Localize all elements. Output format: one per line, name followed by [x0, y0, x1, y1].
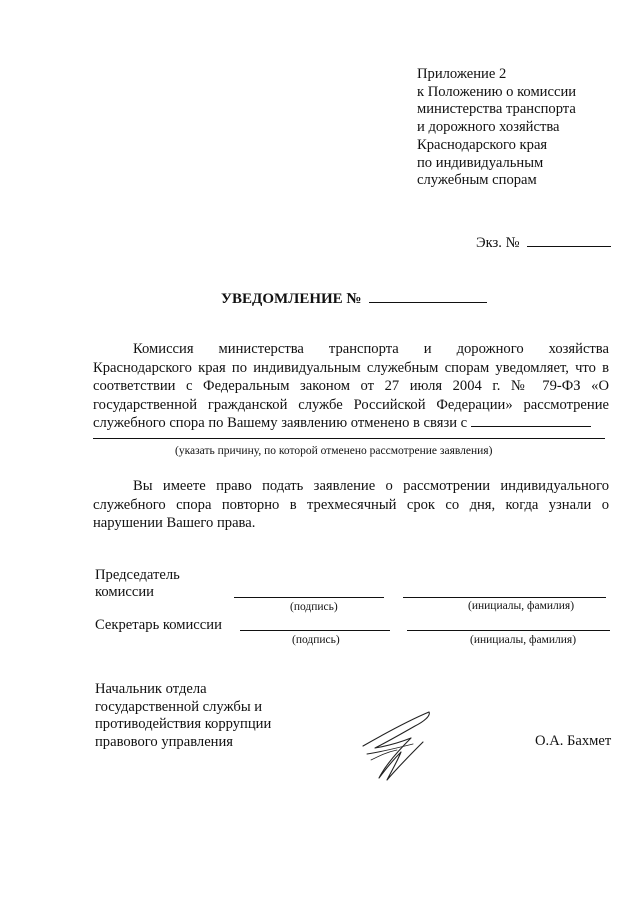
reason-blank	[471, 414, 591, 427]
appendix-line: по индивидуальным	[417, 154, 544, 171]
appendix-block	[417, 66, 576, 190]
copy-number-blank	[527, 234, 611, 247]
secretary-signature-line	[240, 630, 390, 631]
initials-hint: (инициалы, фамилия)	[468, 600, 575, 612]
appendix-line: и дорожного хозяйства	[417, 119, 560, 136]
secretary-name-line	[407, 630, 610, 631]
handwritten-signature	[357, 708, 437, 783]
signature-hint: (подпись)	[290, 601, 338, 613]
initials-hint: (инициалы, фамилия)	[470, 634, 577, 646]
paragraph-line: Комиссия министерства транспорта и дорожного хозяйства	[133, 341, 609, 357]
approver-name: О.А. Бахмет	[535, 733, 612, 749]
appendix-line: Краснодарского края	[417, 136, 548, 153]
paragraph-line: служебного спора повторно в трехмесячный срок со дня, когда узнали о	[93, 496, 609, 513]
approver-line: Начальник отдела	[95, 681, 207, 697]
reason-hint: (указать причину, по которой отменено рассмотрение заявления)	[175, 445, 493, 457]
approver-line: государственной службы и	[95, 698, 263, 715]
notice-paragraph	[93, 340, 609, 433]
signature-hint: (подпись)	[292, 634, 340, 646]
paragraph-line: Краснодарского края по индивидуальным служебным спорам уведомляет, что в	[93, 359, 609, 376]
reason-line	[93, 438, 605, 439]
appendix-line: служебным спорам	[417, 172, 537, 189]
approver-line: правового управления	[95, 734, 233, 751]
chairman-name-line	[403, 597, 606, 598]
secretary-label: Секретарь комиссии	[95, 617, 222, 633]
paragraph-line-text: служебного спора по Вашему заявлению отменено в связи с	[93, 415, 468, 431]
copy-number	[476, 234, 611, 252]
paragraph-line: государственной гражданской службе Российской Федерации» рассмотрение	[93, 396, 609, 413]
paragraph-line	[93, 414, 609, 433]
copy-label: Экз. №	[476, 235, 520, 251]
chairman-signature-line	[234, 597, 384, 598]
paragraph-line: соответствии с Федеральным законом от 27 июля 2004 г. № 79-ФЗ «О	[93, 378, 609, 394]
document-title	[221, 290, 487, 308]
approver-line: противодействия коррупции	[95, 716, 272, 733]
appendix-line: министерства транспорта	[417, 101, 576, 118]
title-text: УВЕДОМЛЕНИЕ №	[221, 291, 362, 307]
paragraph-line: нарушении Вашего права.	[93, 515, 256, 531]
paragraph-line: Вы имеете право подать заявление о рассмотрении индивидуального	[133, 478, 609, 494]
notice-number-blank	[369, 290, 487, 303]
appendix-line: Приложение 2	[417, 66, 507, 82]
appendix-line: к Положению о комиссии	[417, 83, 577, 100]
chairman-label-line1: Председатель	[95, 567, 180, 583]
rights-paragraph	[93, 477, 609, 533]
approver-block	[95, 681, 271, 752]
chairman-label-line2: комиссии	[95, 584, 154, 600]
